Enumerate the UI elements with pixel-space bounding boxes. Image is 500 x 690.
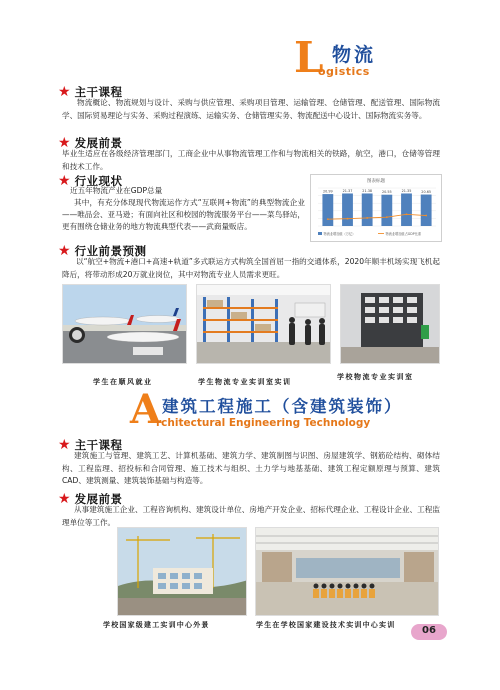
chart-data-label: 20.65 (421, 190, 432, 195)
construction-title-en: rchitectural Engineering Technology (156, 417, 371, 429)
logistics-title-cn: 物流 (332, 44, 377, 66)
chart-title: 图表标题 (367, 179, 385, 184)
chart-bar (381, 195, 392, 226)
legend-label: 物流业增加值（万亿） (323, 232, 356, 236)
chart-point (366, 217, 368, 219)
chart-point (327, 218, 329, 220)
construction-prospects-text: 从事建筑施工企业、工程咨询机构、建筑设计单位、房地产开发企业、招标代理企业、工程设计企业、工程监理单位等工作。 (62, 505, 440, 527)
chart-data-label: 21.35 (401, 188, 412, 193)
caption-logistics-1: 学生在顺风就业 (93, 378, 153, 386)
chart-bar (362, 193, 373, 226)
chart-bar (322, 194, 333, 226)
star-icon: ★ (58, 243, 71, 259)
caption-construction-2: 学生在学校国家建设技术实训中心实训 (256, 621, 396, 629)
chart-data-label: 21.38 (362, 188, 373, 193)
star-icon: ★ (58, 84, 71, 100)
logistics-status-text: 其中，有充分体现现代物流运作方式“互联网+物流”的典型物流企业——唯品会、亚马逊；有面向社区和校园的物流服务平台——菜鸟驿站，更有围绕仓储业务的地方物流典型代表——武商量贩店。 (62, 198, 305, 231)
chart-bar (401, 193, 412, 226)
chart-point (425, 215, 427, 217)
construction-courses-text: 建筑施工与管理、建筑工艺、计算机基础、建筑力学、建筑制图与识图、房屋建筑学、钢筋砼结构、砌体结构、工程监理、招投标和合同管理、施工技术与组织、土力学与地基基础、建筑工程定额原理与预算、建筑CAD、建筑测量、建筑装饰基础与构造等。 (62, 451, 440, 485)
construction-prospects-heading: ★ 发展前景 (58, 491, 123, 507)
logistics-status-heading: ★ 行业现状 (58, 173, 123, 189)
photo-training-center-exterior (117, 527, 247, 616)
logistics-header (290, 33, 410, 84)
logistics-forecast-heading: ★ 行业前景预测 (58, 243, 147, 259)
chart-data-label: 21.37 (342, 188, 353, 193)
construction-header (128, 388, 448, 438)
photo-logistics-lab (340, 284, 440, 364)
photo-airport (62, 284, 187, 364)
chart-data-label: 20.99 (322, 189, 333, 194)
logistics-courses-heading: ★ 主干课程 (58, 84, 123, 100)
logistics-prospects-text: 毕业生适应在各级经济管理部门，工商企业中从事物流管理工作和与物流相关的铁路，航空，港口，仓储等管理和技术工作。 (62, 149, 440, 171)
construction-title-cn: 建筑工程施工（含建筑装饰） (162, 397, 403, 416)
caption-logistics-3: 学校物流专业实训室 (337, 373, 414, 381)
photo-training-center-interior (255, 527, 439, 616)
page-number: 06 (422, 625, 436, 636)
chart-point (386, 216, 388, 218)
logistics-forecast-text: 以“航空+物流+港口+高速+轨道”多式联运方式构筑全国首屈一指的交通体系，2020年顺丰机场实现飞机起降后，将带动形成20万就业岗位，其中对物流专业人员需求更旺。 (62, 257, 440, 279)
logistics-status-line1: 近五年物流产业在GDP总量 (70, 186, 163, 195)
star-icon: ★ (58, 491, 71, 507)
photo-warehouse-training (196, 284, 331, 364)
star-icon: ★ (58, 173, 71, 189)
legend-label: 物流业增加值占GDP比重 (385, 232, 422, 236)
gdp-chart (310, 174, 442, 242)
logistics-title-en: ogistics (318, 65, 370, 78)
logistics-initial: L (294, 33, 324, 82)
chart-bar (421, 195, 432, 226)
legend-swatch (318, 232, 322, 235)
caption-construction-1: 学校国家级建工实训中心外景 (103, 621, 210, 629)
construction-initial: A (130, 386, 162, 433)
caption-logistics-2: 学生物流专业实训室实训 (198, 378, 292, 386)
chart-point (406, 213, 408, 215)
chart-data-label: 20.55 (381, 190, 392, 195)
chart-point (347, 218, 349, 220)
logistics-prospects-heading: ★ 发展前景 (58, 135, 123, 151)
chart-bar (342, 193, 353, 226)
star-icon: ★ (58, 135, 71, 151)
logistics-courses-text: 物流概论、物流规划与设计、采购与供应管理、采购项目管理、运输管理、仓储管理、配送管理、国际物流学、国际贸易理论与实务、采购过程演练、运输实务、仓储管理实务、物流配送中心设计、国际物流实务等。 (62, 98, 440, 120)
star-icon: ★ (58, 437, 71, 453)
construction-courses-heading: ★ 主干课程 (58, 437, 123, 453)
